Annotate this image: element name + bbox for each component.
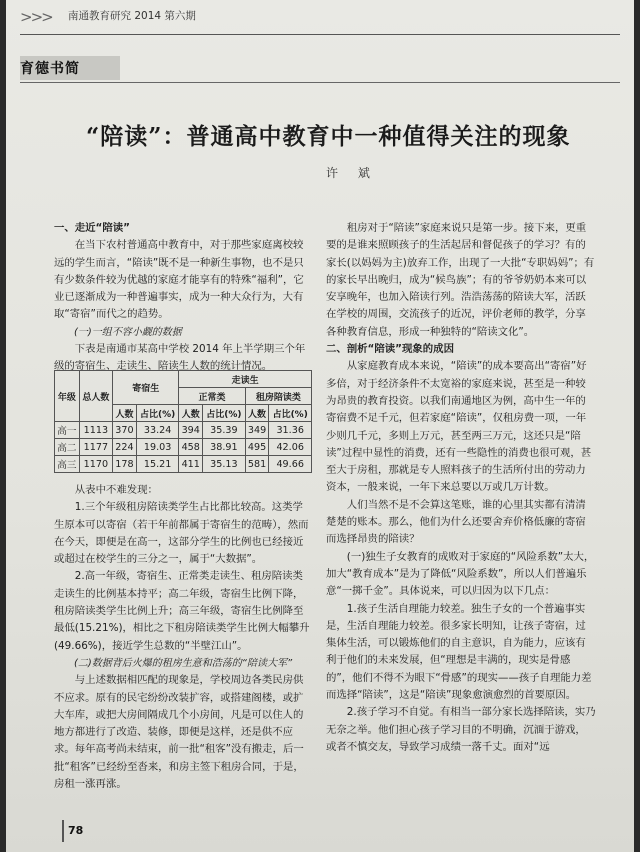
table-cell: 35.13 [203, 456, 246, 473]
paragraph: 人们当然不是不会算这笔账，谁的心里其实都有清清楚楚的账本。那么，他们为什么还要舍弃价格低廉的寄宿而选择昂贵的陪读？ [326, 498, 586, 546]
section-heading: 一、走近“陪读” [54, 222, 131, 234]
paragraph: (一)独生子女教育的成败对于家庭的“风险系数”太大，加大“教育成本”是为了降低“风险系数”，所以人们普遍乐意“一掷千金”。具体说来，可以归因为以下几点： [326, 550, 595, 598]
table-header-pct: 占比(%) [203, 405, 246, 422]
table-cell: 高三 [55, 456, 80, 473]
table-header-pct: 占比(%) [269, 405, 312, 422]
table-cell: 224 [113, 439, 137, 456]
table-cell: 42.06 [269, 439, 312, 456]
paragraph: 在当下农村普通高中教育中，对于那些家庭离校较远的学生而言，“陪读”既不是一种新生事物，也不是只有少数条件较为优越的家庭才能享有的特殊“福利”，它业已逐渐成为一种普遍事实，成为一种大众行为，大有取“寄宿”而代之的趋势。 [54, 239, 304, 321]
table-cell: 370 [113, 422, 137, 439]
table-cell: 高二 [55, 439, 80, 456]
table-cell: 581 [245, 456, 269, 473]
section-rule [20, 82, 620, 83]
paragraph: 租房对于“陪读”家庭来说只是第一步。接下来，更重要的是谁来照顾孩子的生活起居和督促孩子的学习？有的家长(以妈妈为主)放弃工作，出现了一大批“专职妈妈”；有的家长早出晚归，成为“候鸟族”；有的爷爷奶奶本来可以安享晚年，也加入陪读行列。浩浩荡荡的陪读大军，活跃在学校的周围，交流孩子的近况，评价老师的教学，分享各种教育信息，形成一种独特的“陪读文化”。 [326, 222, 595, 338]
journal-page [6, 0, 634, 852]
table-cell: 49.66 [269, 456, 312, 473]
section-heading: 二、剖析“陪读”现象的成因 [326, 343, 454, 356]
table-header-count: 人数 [179, 405, 203, 422]
table-cell: 38.91 [203, 439, 246, 456]
table-header-count: 人数 [113, 405, 137, 422]
header-rule [20, 34, 620, 35]
article-author: 许 斌 [326, 166, 378, 180]
table-cell: 15.21 [136, 456, 179, 473]
table-header-grade: 年级 [55, 371, 80, 422]
table-cell: 31.36 [269, 422, 312, 439]
table-cell: 178 [113, 456, 137, 473]
table-row [55, 456, 312, 473]
table-header-pct: 占比(%) [136, 405, 179, 422]
paragraph: 从家庭教育成本来说，“陪读”的成本要高出“寄宿”好多倍，对于经济条件不太宽裕的家庭来说，甚至是一种较为昂贵的教育投资。以我们南通地区为例，高中生一年的寄宿费不足千元，但若家庭“陪读”，仅租房费一项，一年少则几千元，多则上万元，甚至两三万元，这还只是“陪读”过程中显性的消费，还有一些隐性的消费也很可观，甚至大于房租，那就是专人照料孩子的生活所付出的劳动力资本，一般来说，一年下来总要以万或几万计数。 [326, 360, 592, 494]
table-header-day: 走读生 [179, 371, 312, 388]
table-cell: 1177 [79, 439, 112, 456]
article-title: “陪读”：普通高中教育中一种值得关注的现象 [86, 123, 571, 150]
right-column [326, 220, 596, 756]
table-cell: 411 [179, 456, 203, 473]
section-tab: 育德书简 [20, 61, 80, 77]
table-header-total: 总人数 [79, 371, 112, 422]
page-number: 78 [68, 824, 84, 837]
table-row [55, 439, 312, 456]
paragraph: 2.孩子学习不自觉。有相当一部分家长选择陪读，实乃无奈之举。他们担心孩子学习目的不明确，沉湎于游戏，或者不慎交友，导致学习成绩一落千丈。面对“远 [326, 706, 596, 753]
chevron-decoration-icon: >>> [20, 8, 52, 26]
table-header-boarding: 寄宿生 [113, 371, 179, 405]
table-cell: 35.39 [203, 422, 246, 439]
paragraph: 从表中不难发现： [74, 484, 158, 496]
table-cell: 1113 [79, 422, 112, 439]
subsection-heading: (一)一组不容小觑的数据 [74, 326, 182, 338]
table-cell: 394 [179, 422, 203, 439]
table-cell: 1170 [79, 456, 112, 473]
paragraph: 与上述数据相匹配的现象是，学校周边各类民房供不应求。原有的民宅纷纷改装扩容，或搭建阁楼，或扩大车库，或把大房间隔成几个小房间，凡是可以住人的地方都进行了改造、装修，即便是这样，还是供不应求。每年高考尚未结束，前一批“租客”没有搬走，后一批“租客”已经纷至沓来，和房主签下租房合同，于是，房租一涨再涨。 [54, 674, 304, 791]
table-cell: 19.03 [136, 439, 179, 456]
paragraph: 下表是南通市某高中学校 2014 年上半学期三个年级的寄宿生、走读生、陪读生人数的统计情况。 [54, 343, 306, 373]
table-row [55, 422, 312, 439]
table-cell: 高一 [55, 422, 80, 439]
paragraph: 2.高一年级，寄宿生、正常类走读生、租房陪读类走读生的比例基本持平；高二年级，寄宿生比例下降，租房陪读类学生比例上升；高三年级，寄宿生比例降至最低(15.21%)，相比之下租房陪读类学生比例大幅攀升(49.66%)，接近学生总数的“半壁江山”。 [54, 570, 310, 652]
statistics-table [54, 370, 312, 473]
subsection-heading: (二)数据背后火爆的租房生意和浩荡的“陪读大军” [74, 657, 293, 669]
table-header-normal: 正常类 [179, 388, 245, 405]
left-column-continued [54, 482, 312, 793]
table-cell: 33.24 [136, 422, 179, 439]
left-column [54, 220, 312, 376]
table-cell: 495 [245, 439, 269, 456]
table-header-count: 人数 [245, 405, 269, 422]
table-cell: 458 [179, 439, 203, 456]
table-header-renting: 租房陪读类 [245, 388, 311, 405]
paragraph: 1.孩子生活自理能力较差。独生子女的一个普遍事实是，生活自理能力较差。很多家长明知，让孩子寄宿，过集体生活，可以锻炼他们的自主意识，自为能力，应该有利于他们的未来发展，但“理想是丰满的，现实是骨感的”，他们不得不为眼下“骨感”的现实——孩子自理能力差而选择“陪读”，这是“陪读”现象愈演愈烈的首要原因。 [326, 602, 592, 702]
paragraph: 1.三个年级租房陪读类学生占比都比较高。这类学生原本可以寄宿（若干年前都属于寄宿生的范畴），然而在今天，即便是在高一，这部分学生的比例也已经接近或超过在校学生的三分之一，属于“大数据”。 [54, 501, 309, 566]
page-number-rule [62, 820, 64, 842]
table-cell: 349 [245, 422, 269, 439]
journal-header: 南通教育研究 2014 第六期 [68, 10, 196, 22]
